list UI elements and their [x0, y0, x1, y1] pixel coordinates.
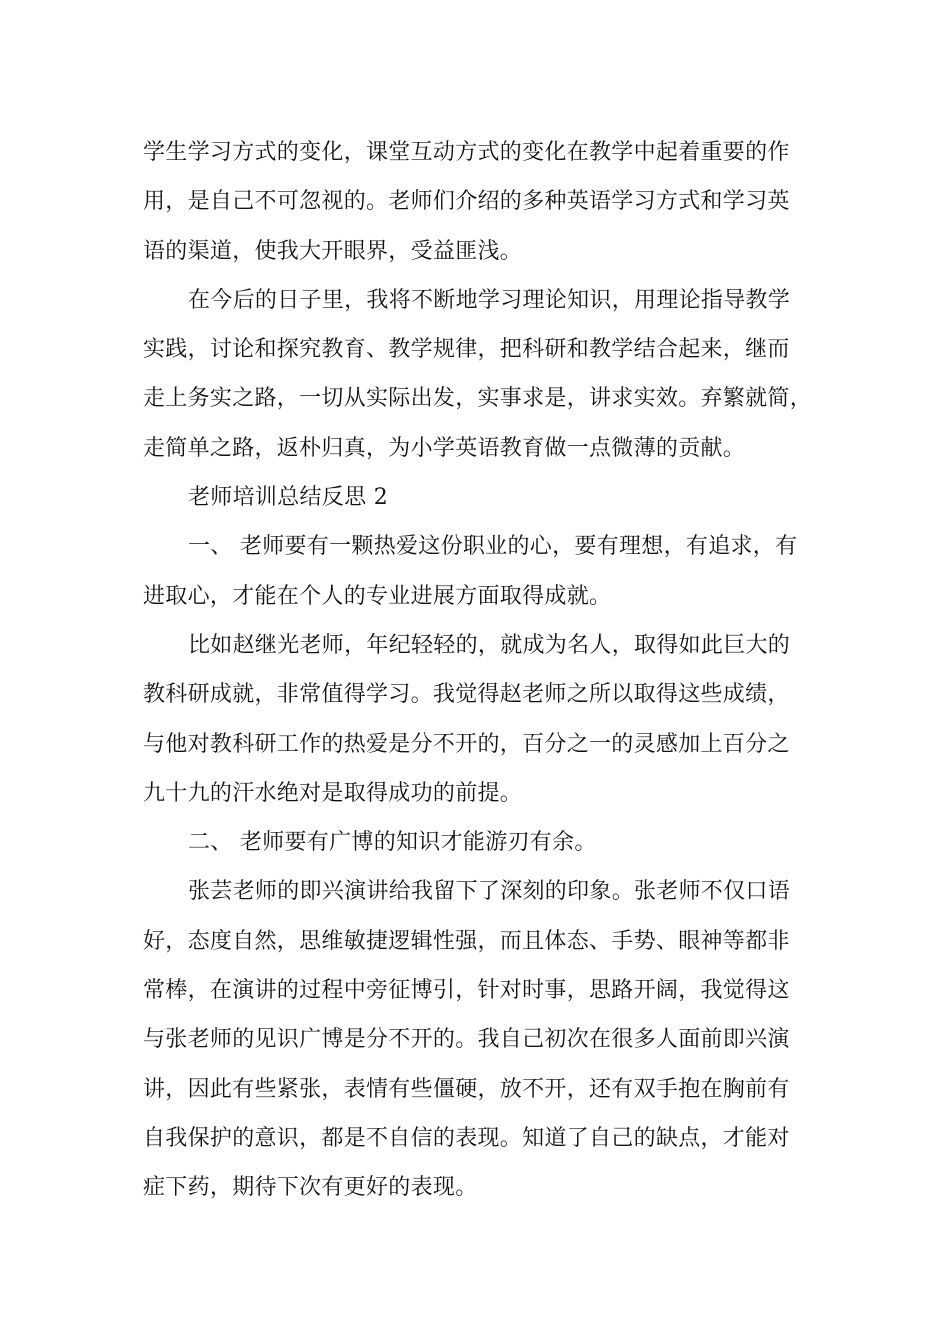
text-line: 二、 老师要有广博的知识才能游刃有余。	[188, 830, 597, 856]
text-line: 进取心，才能在个人的专业进展方面取得成就。	[143, 583, 612, 609]
text-line: 与张老师的见识广博是分不开的。我自己初次在很多人面前即兴演	[143, 1027, 790, 1053]
text-line: 一、 老师要有一颗热爱这份职业的心，要有理想，有追求，有	[188, 534, 798, 560]
text-line: 与他对教科研工作的热爱是分不开的，百分之一的灵感加上百分之	[143, 731, 790, 757]
text-line: 语的渠道，使我大开眼界，受益匪浅。	[143, 238, 523, 264]
text-line: 症下药，期待下次有更好的表现。	[143, 1175, 478, 1201]
text-line: 老师培训总结反思 2	[188, 485, 388, 511]
text-line: 走简单之路，返朴归真，为小学英语教育做一点微薄的贡献。	[143, 435, 746, 461]
text-line: 教科研成就，非常值得学习。我觉得赵老师之所以取得这些成绩，	[143, 682, 790, 708]
text-line: 九十九的汗水绝对是取得成功的前提。	[143, 780, 523, 806]
text-line: 张芸老师的即兴演讲给我留下了深刻的印象。张老师不仅口语	[188, 879, 791, 905]
text-line: 走上务实之路，一切从实际出发，实事求是，讲求实效。弃繁就简，	[143, 386, 813, 412]
document-body	[143, 128, 833, 1213]
text-line: 自我保护的意识，都是不自信的表现。知道了自己的缺点，才能对	[143, 1125, 790, 1151]
text-line: 在今后的日子里，我将不断地学习理论知识，用理论指导教学	[188, 287, 791, 313]
text-line: 讲，因此有些紧张，表情有些僵硬，放不开，还有双手抱在胸前有	[143, 1076, 790, 1102]
text-line: 学生学习方式的变化，课堂互动方式的变化在教学中起着重要的作	[143, 140, 790, 165]
text-line: 用，是自己不可忽视的。老师们介绍的多种英语学习方式和学习英	[143, 189, 790, 215]
text-line: 实践，讨论和探究教育、教学规律，把科研和教学结合起来，继而	[143, 337, 790, 363]
text-line: 好，态度自然，思维敏捷逻辑性强，而且体态、手势、眼神等都非	[143, 928, 790, 954]
text-line: 比如赵继光老师，年纪轻轻的，就成为名人，取得如此巨大的	[188, 632, 791, 658]
text-line: 常棒，在演讲的过程中旁征博引，针对时事，思路开阔，我觉得这	[143, 978, 790, 1004]
